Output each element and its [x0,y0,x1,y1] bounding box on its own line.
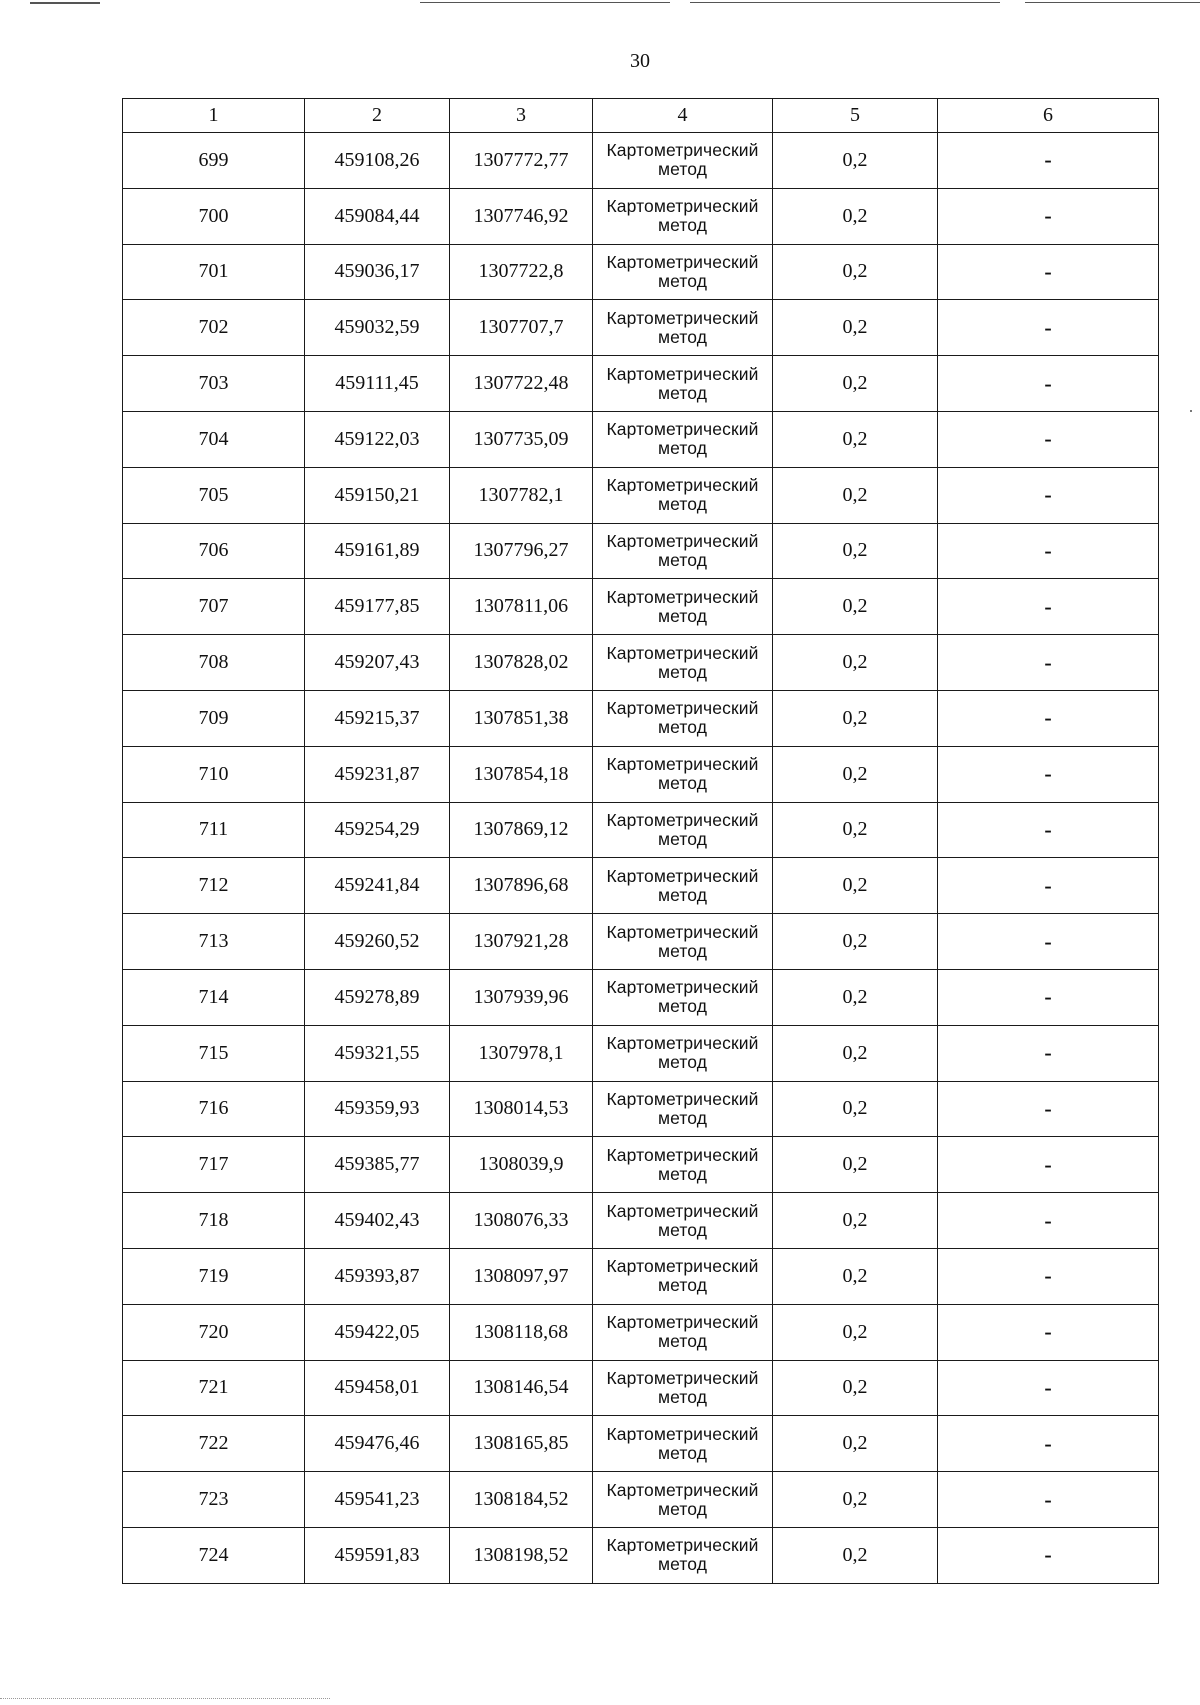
scan-artifact-line [420,2,670,3]
method-line-2: метод [657,382,708,403]
method-cell [593,746,773,802]
method-line-2: метод [657,828,708,849]
point-number-cell: 723 [123,1472,305,1528]
x-coordinate-cell: 459207,43 [305,635,450,691]
note-cell: - [938,1248,1159,1304]
method-line-1: Картометрический [606,1033,759,1054]
note-cell: - [938,1137,1159,1193]
x-coordinate-cell: 459422,05 [305,1304,450,1360]
method-line-2: метод [657,549,708,570]
table-row [123,1416,1159,1472]
y-coordinate-cell: 1307722,48 [450,356,593,412]
x-coordinate-cell: 459108,26 [305,133,450,189]
table-row [123,1360,1159,1416]
x-coordinate-cell: 459161,89 [305,523,450,579]
table-row [123,300,1159,356]
y-coordinate-cell: 1307854,18 [450,746,593,802]
column-header: 4 [593,99,773,133]
table-row [123,1081,1159,1137]
method-line-2: метод [657,773,708,794]
table-row [123,188,1159,244]
note-cell: - [938,133,1159,189]
y-coordinate-cell: 1307939,96 [450,969,593,1025]
x-coordinate-cell: 459254,29 [305,802,450,858]
y-coordinate-cell: 1307828,02 [450,635,593,691]
method-cell [593,300,773,356]
coordinates-table [122,98,1159,1584]
x-coordinate-cell: 459231,87 [305,746,450,802]
table-row [123,411,1159,467]
method-line-1: Картометрический [606,1367,759,1388]
point-number-cell: 724 [123,1527,305,1583]
y-coordinate-cell: 1307722,8 [450,244,593,300]
table-row [123,969,1159,1025]
y-coordinate-cell: 1308165,85 [450,1416,593,1472]
accuracy-cell: 0,2 [773,1416,938,1472]
accuracy-cell: 0,2 [773,1081,938,1137]
method-line-2: метод [657,270,708,291]
note-cell: - [938,1193,1159,1249]
x-coordinate-cell: 459122,03 [305,411,450,467]
x-coordinate-cell: 459036,17 [305,244,450,300]
method-line-1: Картометрический [606,921,759,942]
table-row [123,635,1159,691]
note-cell: - [938,579,1159,635]
accuracy-cell: 0,2 [773,1472,938,1528]
method-cell [593,969,773,1025]
method-line-2: метод [657,159,708,180]
method-cell [593,523,773,579]
table-row [123,133,1159,189]
method-line-1: Картометрический [606,754,759,775]
method-line-1: Картометрический [606,196,759,217]
method-cell [593,690,773,746]
method-cell [593,1527,773,1583]
point-number-cell: 716 [123,1081,305,1137]
y-coordinate-cell: 1307782,1 [450,467,593,523]
column-header: 3 [450,99,593,133]
method-line-2: метод [657,494,708,515]
table-row [123,1527,1159,1583]
y-coordinate-cell: 1308039,9 [450,1137,593,1193]
accuracy-cell: 0,2 [773,1193,938,1249]
point-number-cell: 708 [123,635,305,691]
note-cell: - [938,1304,1159,1360]
table-row [123,1248,1159,1304]
method-cell [593,1025,773,1081]
y-coordinate-cell: 1307746,92 [450,188,593,244]
table-body [123,133,1159,1584]
accuracy-cell: 0,2 [773,1248,938,1304]
method-line-1: Картометрический [606,363,759,384]
y-coordinate-cell: 1308076,33 [450,1193,593,1249]
note-cell: - [938,244,1159,300]
column-header: 6 [938,99,1159,133]
table-row [123,746,1159,802]
y-coordinate-cell: 1307735,09 [450,411,593,467]
y-coordinate-cell: 1307811,06 [450,579,593,635]
column-header: 2 [305,99,450,133]
table-row [123,914,1159,970]
accuracy-cell: 0,2 [773,1304,938,1360]
x-coordinate-cell: 459541,23 [305,1472,450,1528]
method-cell [593,244,773,300]
method-line-2: метод [657,1052,708,1073]
method-cell [593,579,773,635]
method-cell [593,1137,773,1193]
method-cell [593,467,773,523]
scan-artifact-dots [0,1698,330,1701]
point-number-cell: 707 [123,579,305,635]
x-coordinate-cell: 459084,44 [305,188,450,244]
accuracy-cell: 0,2 [773,244,938,300]
table-row [123,579,1159,635]
accuracy-cell: 0,2 [773,746,938,802]
accuracy-cell: 0,2 [773,858,938,914]
note-cell: - [938,746,1159,802]
page-number: 30 [630,50,650,72]
method-line-2: метод [657,1386,708,1407]
header-row [123,99,1159,133]
method-line-1: Картометрический [606,865,759,886]
method-cell [593,188,773,244]
note-cell: - [938,635,1159,691]
x-coordinate-cell: 459591,83 [305,1527,450,1583]
x-coordinate-cell: 459385,77 [305,1137,450,1193]
note-cell: - [938,1472,1159,1528]
note-cell: - [938,690,1159,746]
point-number-cell: 719 [123,1248,305,1304]
method-line-1: Картометрический [606,475,759,496]
method-line-1: Картометрический [606,1423,759,1444]
method-line-1: Картометрический [606,307,759,328]
point-number-cell: 711 [123,802,305,858]
table-row [123,1472,1159,1528]
table-row [123,1304,1159,1360]
y-coordinate-cell: 1308198,52 [450,1527,593,1583]
note-cell: - [938,802,1159,858]
x-coordinate-cell: 459111,45 [305,356,450,412]
accuracy-cell: 0,2 [773,1137,938,1193]
method-line-1: Картометрический [606,1088,759,1109]
x-coordinate-cell: 459458,01 [305,1360,450,1416]
x-coordinate-cell: 459359,93 [305,1081,450,1137]
y-coordinate-cell: 1307896,68 [450,858,593,914]
method-cell [593,914,773,970]
point-number-cell: 718 [123,1193,305,1249]
note-cell: - [938,300,1159,356]
method-line-1: Картометрический [606,419,759,440]
method-line-2: метод [657,1554,708,1575]
accuracy-cell: 0,2 [773,411,938,467]
point-number-cell: 710 [123,746,305,802]
method-cell [593,635,773,691]
method-line-2: метод [657,1498,708,1519]
method-line-2: метод [657,717,708,738]
method-line-1: Картометрический [606,586,759,607]
x-coordinate-cell: 459260,52 [305,914,450,970]
note-cell: - [938,411,1159,467]
method-cell [593,1304,773,1360]
y-coordinate-cell: 1307869,12 [450,802,593,858]
accuracy-cell: 0,2 [773,1360,938,1416]
table-row [123,244,1159,300]
point-number-cell: 712 [123,858,305,914]
method-cell [593,1248,773,1304]
note-cell: - [938,1081,1159,1137]
point-number-cell: 714 [123,969,305,1025]
method-line-2: метод [657,884,708,905]
accuracy-cell: 0,2 [773,356,938,412]
point-number-cell: 720 [123,1304,305,1360]
column-header: 1 [123,99,305,133]
method-line-2: метод [657,661,708,682]
scan-speck [1190,410,1192,412]
y-coordinate-cell: 1307978,1 [450,1025,593,1081]
scan-artifact-line [1025,2,1200,3]
method-line-1: Картометрический [606,809,759,830]
point-number-cell: 722 [123,1416,305,1472]
table-row [123,467,1159,523]
method-line-1: Картометрический [606,977,759,998]
y-coordinate-cell: 1308014,53 [450,1081,593,1137]
note-cell: - [938,969,1159,1025]
method-line-2: метод [657,438,708,459]
y-coordinate-cell: 1308146,54 [450,1360,593,1416]
table-row [123,523,1159,579]
method-cell [593,1360,773,1416]
accuracy-cell: 0,2 [773,690,938,746]
x-coordinate-cell: 459215,37 [305,690,450,746]
table-row [123,802,1159,858]
note-cell: - [938,1025,1159,1081]
y-coordinate-cell: 1307772,77 [450,133,593,189]
method-line-1: Картометрический [606,1200,759,1221]
point-number-cell: 715 [123,1025,305,1081]
y-coordinate-cell: 1307707,7 [450,300,593,356]
method-cell [593,1081,773,1137]
accuracy-cell: 0,2 [773,969,938,1025]
x-coordinate-cell: 459476,46 [305,1416,450,1472]
y-coordinate-cell: 1307851,38 [450,690,593,746]
x-coordinate-cell: 459032,59 [305,300,450,356]
method-line-1: Картометрический [606,1535,759,1556]
x-coordinate-cell: 459150,21 [305,467,450,523]
column-header: 5 [773,99,938,133]
method-cell [593,356,773,412]
point-number-cell: 706 [123,523,305,579]
table-row [123,858,1159,914]
y-coordinate-cell: 1308118,68 [450,1304,593,1360]
point-number-cell: 699 [123,133,305,189]
y-coordinate-cell: 1308097,97 [450,1248,593,1304]
point-number-cell: 700 [123,188,305,244]
x-coordinate-cell: 459393,87 [305,1248,450,1304]
accuracy-cell: 0,2 [773,188,938,244]
table-row [123,1193,1159,1249]
method-cell [593,858,773,914]
method-line-1: Картометрический [606,1479,759,1500]
y-coordinate-cell: 1308184,52 [450,1472,593,1528]
point-number-cell: 713 [123,914,305,970]
note-cell: - [938,1416,1159,1472]
x-coordinate-cell: 459402,43 [305,1193,450,1249]
accuracy-cell: 0,2 [773,1025,938,1081]
accuracy-cell: 0,2 [773,1527,938,1583]
note-cell: - [938,356,1159,412]
method-line-2: метод [657,605,708,626]
method-line-2: метод [657,1275,708,1296]
method-line-1: Картометрический [606,698,759,719]
point-number-cell: 709 [123,690,305,746]
x-coordinate-cell: 459177,85 [305,579,450,635]
point-number-cell: 703 [123,356,305,412]
method-line-2: метод [657,215,708,236]
method-line-1: Картометрический [606,1312,759,1333]
method-line-2: метод [657,1107,708,1128]
method-cell [593,1416,773,1472]
method-line-2: метод [657,326,708,347]
accuracy-cell: 0,2 [773,579,938,635]
note-cell: - [938,858,1159,914]
note-cell: - [938,467,1159,523]
table-row [123,690,1159,746]
method-line-2: метод [657,1442,708,1463]
method-line-2: метод [657,940,708,961]
method-cell [593,133,773,189]
x-coordinate-cell: 459241,84 [305,858,450,914]
method-line-1: Картометрический [606,642,759,663]
point-number-cell: 721 [123,1360,305,1416]
note-cell: - [938,1527,1159,1583]
method-line-1: Картометрический [606,1144,759,1165]
accuracy-cell: 0,2 [773,133,938,189]
method-cell [593,411,773,467]
method-line-1: Картометрический [606,530,759,551]
point-number-cell: 704 [123,411,305,467]
method-cell [593,802,773,858]
note-cell: - [938,523,1159,579]
method-cell [593,1193,773,1249]
method-line-1: Картометрический [606,140,759,161]
scan-artifact-line [690,2,1000,3]
scan-artifact-line [30,2,100,4]
note-cell: - [938,1360,1159,1416]
x-coordinate-cell: 459278,89 [305,969,450,1025]
method-line-1: Картометрический [606,1256,759,1277]
y-coordinate-cell: 1307921,28 [450,914,593,970]
accuracy-cell: 0,2 [773,523,938,579]
method-line-2: метод [657,1219,708,1240]
point-number-cell: 702 [123,300,305,356]
table-row [123,1025,1159,1081]
method-cell [593,1472,773,1528]
method-line-1: Картометрический [606,251,759,272]
accuracy-cell: 0,2 [773,914,938,970]
note-cell: - [938,914,1159,970]
accuracy-cell: 0,2 [773,300,938,356]
note-cell: - [938,188,1159,244]
accuracy-cell: 0,2 [773,802,938,858]
table-row [123,1137,1159,1193]
accuracy-cell: 0,2 [773,635,938,691]
point-number-cell: 717 [123,1137,305,1193]
point-number-cell: 701 [123,244,305,300]
method-line-2: метод [657,1163,708,1184]
method-line-2: метод [657,1331,708,1352]
y-coordinate-cell: 1307796,27 [450,523,593,579]
point-number-cell: 705 [123,467,305,523]
x-coordinate-cell: 459321,55 [305,1025,450,1081]
method-line-2: метод [657,996,708,1017]
table-row [123,356,1159,412]
accuracy-cell: 0,2 [773,467,938,523]
